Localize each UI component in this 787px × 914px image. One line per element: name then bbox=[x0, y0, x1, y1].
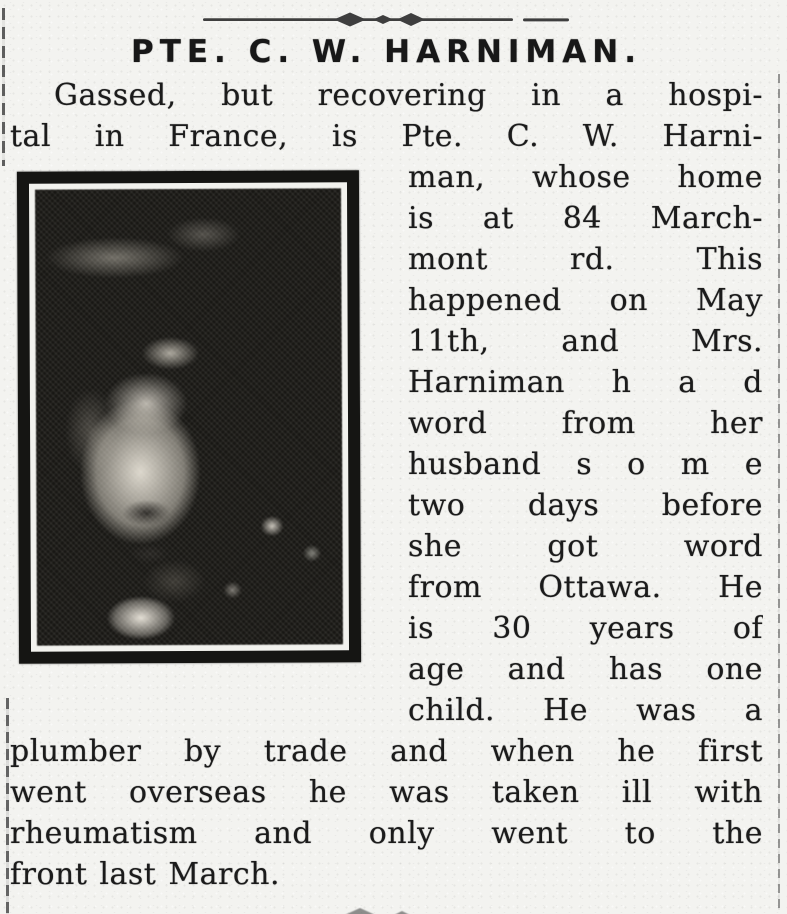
article-line: Gassed, but recovering in a hospi- bbox=[54, 78, 763, 113]
article-line: went overseas he was taken ill with bbox=[10, 775, 763, 810]
article-headline: PTE. C. W. HARNIMAN. bbox=[130, 34, 642, 70]
soldier-portrait-halftone bbox=[35, 188, 343, 645]
soldier-portrait-photo bbox=[17, 170, 361, 663]
diamond-rule-ornament-icon bbox=[10, 12, 763, 28]
article-line: age and has one bbox=[408, 652, 763, 687]
article-line: Harniman h a d bbox=[408, 365, 763, 400]
article-line: rheumatism and only went to the bbox=[10, 816, 763, 851]
article-body bbox=[10, 75, 763, 895]
right-column-rule bbox=[778, 74, 780, 910]
article-line: plumber by trade and when he first bbox=[10, 734, 763, 769]
article-line: tal in France, is Pte. C. W. Harni- bbox=[10, 119, 763, 154]
article-line: 11th, and Mrs. bbox=[408, 324, 763, 359]
article-line: is 30 years of bbox=[408, 611, 763, 646]
article-line: front last March. bbox=[10, 857, 280, 892]
left-column-rule-top bbox=[2, 8, 5, 166]
article-line: two days before bbox=[408, 488, 763, 523]
partial-diamond-rule-icon bbox=[330, 905, 720, 914]
article-line: husband s o m e bbox=[408, 447, 763, 482]
article-line: man, whose home bbox=[408, 160, 763, 195]
article-line: from Ottawa. He bbox=[408, 570, 763, 605]
article-line: she got word bbox=[408, 529, 763, 564]
article-line: happened on May bbox=[408, 283, 763, 318]
left-column-rule-bottom bbox=[6, 698, 9, 914]
article-line: word from her bbox=[408, 406, 763, 441]
article-line: child. He was a bbox=[408, 693, 763, 728]
article-line: is at 84 March- bbox=[408, 201, 763, 236]
article-line: mont rd. This bbox=[408, 242, 763, 277]
